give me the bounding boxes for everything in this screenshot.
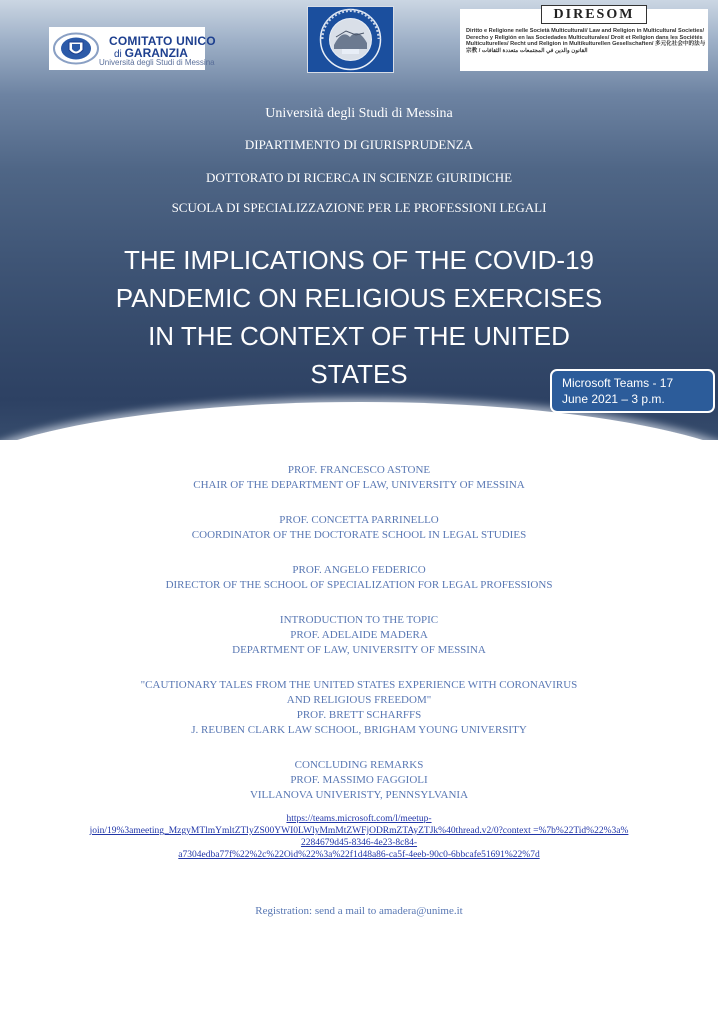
program-item [0, 463, 718, 493]
program-line: PROF. MASSIMO FAGGIOLI [290, 774, 428, 786]
department-name: DIPARTIMENTO DI GIURISPRUDENZA [244, 137, 474, 152]
program-line: INTRODUCTION TO THE TOPIC [279, 614, 439, 626]
program-line: PROF. CONCETTA PARRINELLO [279, 514, 439, 526]
title-line: IN THE CONTEXT OF THE UNITED [148, 321, 570, 351]
program-line: COORDINATOR OF THE DOCTORATE SCHOOL IN LEGAL STUDIES [191, 529, 527, 541]
program-item [0, 563, 718, 593]
comitato-emblem-icon [53, 32, 99, 65]
program-line: CONCLUDING REMARKS [294, 759, 424, 771]
comitato-line2-main: GARANZIA [124, 46, 188, 60]
teams-date-box [550, 369, 715, 413]
university-seal [307, 6, 394, 73]
program-line: CHAIR OF THE DEPARTMENT OF LAW, UNIVERSITY OF MESSINA [193, 479, 525, 491]
program-line: PROF. ADELAIDE MADERA [290, 629, 428, 641]
program-line: PROF. FRANCESCO ASTONE [287, 464, 431, 476]
program-item [0, 513, 718, 543]
title-line: THE IMPLICATIONS OF THE COVID-19 [124, 245, 594, 275]
program-line: J. REUBEN CLARK LAW SCHOOL, BRIGHAM YOUNG UNIVERSITY [191, 724, 527, 736]
program-item [0, 758, 718, 803]
registration-note: Registration: send a mail to amadera@unime.it [255, 905, 463, 917]
comitato-logo [49, 27, 216, 70]
diresom-description: Diritto e Religione nelle Società Multiculturali/ Law and Religion in Multicultural Societies/ Derecho y Religión en las Sociedades Multiculturales/ Droit et Religion dans les Sociétés Multiculturelles/ Recht und Religion in Multikulturellen Gesellschaften/ 多元化社会中的法与宗教 / القانون والدين في المجتمعات متعددة الثقافات [466, 28, 706, 54]
link-line[interactable]: a7304edba77f%22%2c%22Oid%22%3a%22f1d48a86-ca5f-4eeb-90c0-6bbcafe51691%22%7d [178, 850, 540, 860]
diresom-logo [460, 9, 708, 71]
program-line: PROF. BRETT SCHARFFS [296, 709, 422, 721]
program-line: DEPARTMENT OF LAW, UNIVERSITY OF MESSINA [232, 644, 486, 656]
link-line[interactable]: join/19%3ameeting_MzgyMTlmYmltZTlyZS00YWI0LWlyMmMtZWFjODRmZTAyZTJk%40thread.v2/0?context =%7b%22Tid%22%3a% [89, 826, 629, 836]
header-banner [0, 0, 718, 440]
program-item [0, 678, 718, 738]
program-line: "CAUTIONARY TALES FROM THE UNITED STATES EXPERIENCE WITH CORONAVIRUS [140, 679, 578, 691]
doctorate-name: DOTTORATO DI RICERCA IN SCIENZE GIURIDICHE [205, 170, 513, 185]
university-name: Università degli Studi di Messina [265, 106, 453, 121]
teams-line: June 2021 – 3 p.m. [562, 392, 665, 406]
comitato-line3: Università degli Studi di Messina [99, 58, 215, 67]
comitato-line1: COMITATO UNICO [109, 34, 216, 48]
title-line: STATES [310, 359, 408, 389]
school-name: SCUOLA DI SPECIALIZZAZIONE PER LE PROFESSIONI LEGALI [171, 200, 547, 215]
program-line: AND RELIGIOUS FREEDOM" [286, 694, 432, 706]
university-seal-icon [308, 7, 393, 72]
program-item [0, 613, 718, 658]
comitato-line2-prefix: di [114, 49, 122, 60]
diresom-title: DIRESOM [541, 5, 647, 24]
link-line[interactable]: 2284679d45-8346-4e23-8c84- [300, 838, 418, 848]
link-line[interactable]: https://teams.microsoft.com/l/meetup- [286, 814, 432, 824]
program-list [0, 463, 718, 823]
title-line: PANDEMIC ON RELIGIOUS EXERCISES [115, 283, 603, 313]
teams-meeting-link[interactable] [0, 813, 718, 861]
program-line: VILLANOVA UNIVERISTY, PENNSYLVANIA [249, 789, 469, 801]
program-line: PROF. ANGELO FEDERICO [292, 564, 426, 576]
teams-line: Microsoft Teams - 17 [562, 376, 674, 390]
program-line: DIRECTOR OF THE SCHOOL OF SPECIALIZATION FOR LEGAL PROFESSIONS [165, 579, 553, 591]
